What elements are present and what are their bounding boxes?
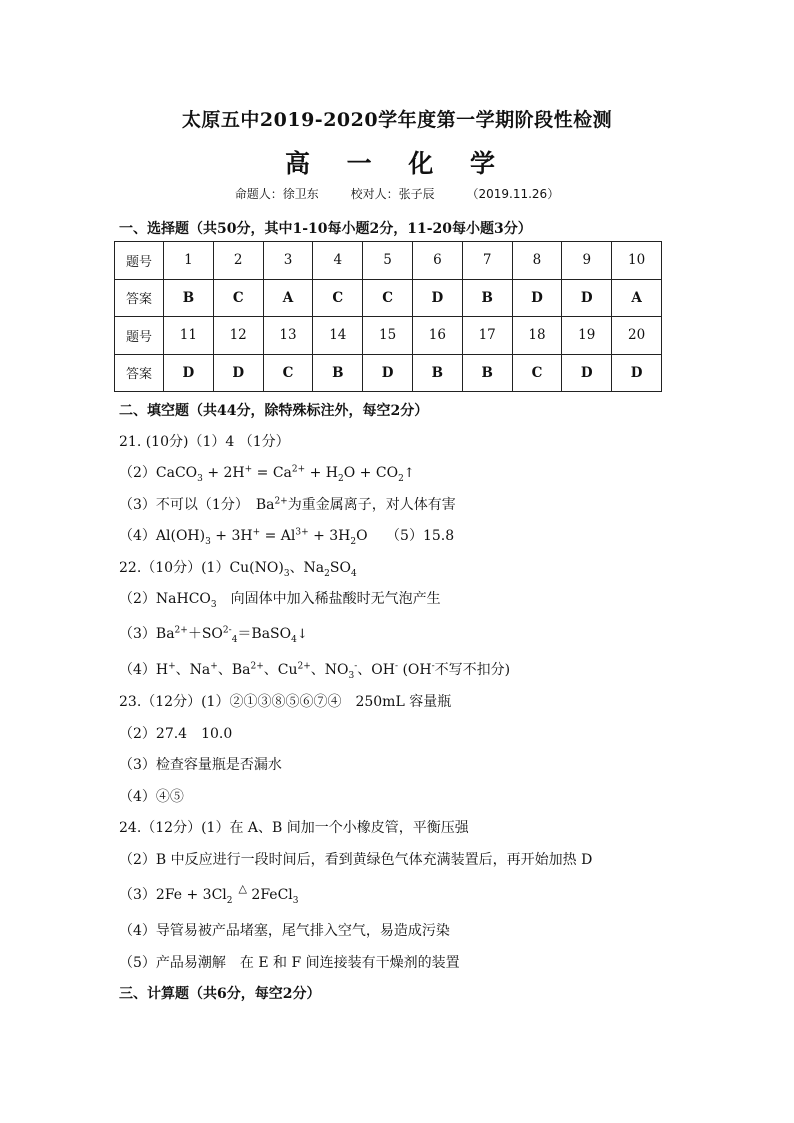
superscript: 2- bbox=[222, 625, 232, 636]
table-cell: D bbox=[612, 354, 662, 392]
superscript: + bbox=[252, 527, 261, 538]
q23-line-1: 23.（12分）(1）②①③⑧⑤⑥⑦④ 250mL 容量瓶 bbox=[119, 694, 452, 710]
equation-text: = Al bbox=[260, 528, 296, 544]
answer-text: （3）不可以（1分） Ba bbox=[119, 497, 275, 513]
table-cell: 5 bbox=[363, 242, 413, 280]
section-calc-heading: 三、计算题（共6分，每空2分） bbox=[119, 986, 321, 1002]
answer-table bbox=[114, 241, 662, 392]
answer-text: 向固体中加入稀盐酸时无气泡产生 bbox=[216, 591, 441, 607]
subscript: 2 bbox=[398, 473, 404, 484]
answer-text: 、OH bbox=[357, 662, 395, 678]
equation-text: + H bbox=[305, 465, 339, 481]
section-choice-heading: 一、选择题（共50分，其中1-10每小题2分，11-20每小题3分） bbox=[119, 221, 532, 237]
answer-text: （4）H bbox=[119, 662, 169, 678]
equation-text: + 3H bbox=[308, 528, 351, 544]
subscript: 3 bbox=[210, 599, 217, 610]
q24-line-5: （5）产品易潮解 在 E 和 F 间连接装有干燥剂的装置 bbox=[119, 955, 460, 971]
equation-text: O + CO bbox=[343, 465, 399, 481]
table-cell: C bbox=[263, 354, 313, 392]
superscript: 2+ bbox=[250, 661, 264, 672]
table-cell: B bbox=[462, 279, 512, 317]
answer-header: 答案 bbox=[115, 279, 164, 317]
subscript: 2 bbox=[324, 568, 330, 579]
author-label: 命题人：徐卫东 bbox=[234, 187, 319, 201]
precipitate-arrow-icon: ↓ bbox=[296, 627, 308, 642]
q22-line-3 bbox=[119, 623, 308, 645]
subscript: 2 bbox=[350, 536, 357, 547]
reviewer-label: 校对人：张子辰 bbox=[350, 187, 435, 201]
question-number-header: 题号 bbox=[115, 317, 164, 355]
equation-text: 2FeCl bbox=[246, 887, 293, 903]
table-cell: 16 bbox=[412, 317, 462, 355]
q24-line-4: （4）导管易被产品堵塞，尾气排入空气，易造成污染 bbox=[119, 923, 450, 939]
answer-text: 、NO bbox=[310, 662, 349, 678]
table-cell: B bbox=[462, 354, 512, 392]
section-fill-heading: 二、填空题（共44分，除特殊标注外，每空2分） bbox=[119, 403, 429, 419]
subscript: 4 bbox=[291, 634, 297, 645]
equation-text: ＝BaSO bbox=[237, 626, 292, 642]
q21-line-1: 21. (10分)（1）4 （1分） bbox=[119, 434, 290, 450]
table-cell: A bbox=[263, 279, 313, 317]
table-cell: D bbox=[363, 354, 413, 392]
q24-line-2: （2）B 中反应进行一段时间后，看到黄绿色气体充满装置后，再开始加热 D bbox=[119, 852, 593, 868]
table-cell: A bbox=[612, 279, 662, 317]
table-cell: 14 bbox=[313, 317, 363, 355]
table-cell: B bbox=[412, 354, 462, 392]
table-cell: D bbox=[164, 354, 214, 392]
superscript: - bbox=[354, 661, 358, 672]
equation-text: （2）CaCO bbox=[119, 465, 198, 481]
q23-line-2: （2）27.4 10.0 bbox=[119, 726, 233, 742]
subscript: 3 bbox=[283, 568, 290, 579]
subscript: 3 bbox=[205, 536, 211, 547]
table-cell: 17 bbox=[462, 317, 512, 355]
table-cell: C bbox=[313, 279, 363, 317]
table-cell: D bbox=[562, 279, 612, 317]
subscript: 2 bbox=[226, 895, 233, 906]
table-cell: 3 bbox=[263, 242, 313, 280]
answer-text: SO bbox=[329, 560, 351, 576]
subscript: 3 bbox=[292, 895, 299, 906]
superscript: - bbox=[394, 661, 399, 672]
q21-line-4 bbox=[119, 525, 454, 547]
question-number-header: 题号 bbox=[115, 242, 164, 280]
superscript: 2+ bbox=[174, 625, 188, 636]
table-cell: 1 bbox=[164, 242, 214, 280]
table-cell: C bbox=[363, 279, 413, 317]
superscript: 2+ bbox=[291, 464, 306, 475]
table-cell: D bbox=[213, 354, 263, 392]
q22-line-4 bbox=[119, 659, 510, 681]
superscript: 2+ bbox=[274, 496, 288, 507]
table-cell: 20 bbox=[612, 317, 662, 355]
heat-symbol-icon: △ bbox=[238, 882, 247, 895]
table-cell: 12 bbox=[213, 317, 263, 355]
equation-text: （4）Al(OH) bbox=[119, 528, 206, 544]
subscript: 4 bbox=[350, 568, 357, 579]
table-cell: 4 bbox=[313, 242, 363, 280]
gas-arrow-icon: ↑ bbox=[403, 466, 415, 481]
table-row bbox=[115, 242, 662, 280]
answer-text: 、Na bbox=[175, 662, 211, 678]
table-cell: B bbox=[313, 354, 363, 392]
equation-text: + 3H bbox=[210, 528, 253, 544]
subscript: 2 bbox=[338, 473, 344, 484]
table-cell: C bbox=[213, 279, 263, 317]
superscript: 2+ bbox=[297, 661, 311, 672]
table-cell: 11 bbox=[164, 317, 214, 355]
table-cell: 2 bbox=[213, 242, 263, 280]
answer-text: 为重金属离子，对人体有害 bbox=[287, 497, 456, 513]
answer-text: 不写不扣分) bbox=[434, 662, 511, 678]
answer-text: 、Ba bbox=[217, 662, 251, 678]
q23-line-3: （3）检查容量瓶是否漏水 bbox=[119, 757, 282, 773]
table-cell: 9 bbox=[562, 242, 612, 280]
q21-line-3 bbox=[119, 494, 456, 514]
equation-text: （3）2Fe + 3Cl bbox=[119, 887, 227, 903]
answer-text: (OH bbox=[398, 662, 432, 678]
superscript: - bbox=[431, 661, 435, 672]
q21-line-2 bbox=[119, 462, 415, 484]
table-cell: 13 bbox=[263, 317, 313, 355]
equation-text: ＋SO bbox=[187, 626, 223, 642]
equation-text: O （5）15.8 bbox=[356, 528, 455, 544]
superscript: + bbox=[210, 661, 218, 672]
q22-line-1 bbox=[119, 557, 357, 579]
exam-meta bbox=[0, 185, 794, 202]
superscript: + bbox=[244, 464, 253, 475]
table-cell: 18 bbox=[512, 317, 562, 355]
table-row bbox=[115, 317, 662, 355]
table-cell: D bbox=[562, 354, 612, 392]
table-cell: B bbox=[164, 279, 214, 317]
answer-header: 答案 bbox=[115, 354, 164, 392]
table-row bbox=[115, 279, 662, 317]
q23-line-4: （4）④⑤ bbox=[119, 789, 184, 805]
equation-text: + 2H bbox=[202, 465, 245, 481]
table-cell: 19 bbox=[562, 317, 612, 355]
answer-text: 、Cu bbox=[263, 662, 298, 678]
equation-text: （3）Ba bbox=[119, 626, 175, 642]
superscript: + bbox=[168, 661, 176, 672]
q22-line-2 bbox=[119, 588, 441, 610]
table-cell: 7 bbox=[462, 242, 512, 280]
subject-title: 高 一 化 学 bbox=[284, 149, 510, 178]
table-cell: D bbox=[512, 279, 562, 317]
table-row bbox=[115, 354, 662, 392]
exam-title: 太原五中2019-2020学年度第一学期阶段性检测 bbox=[181, 109, 613, 131]
equation-text: = Ca bbox=[252, 465, 292, 481]
answer-text: （2）NaHCO bbox=[119, 591, 211, 607]
subscript: 4 bbox=[231, 634, 238, 645]
table-cell: 15 bbox=[363, 317, 413, 355]
subscript: 3 bbox=[348, 670, 355, 681]
table-cell: 6 bbox=[412, 242, 462, 280]
table-cell: C bbox=[512, 354, 562, 392]
answer-text: 、Na bbox=[289, 560, 325, 576]
q24-line-3 bbox=[119, 884, 299, 906]
table-cell: 10 bbox=[612, 242, 662, 280]
table-cell: 8 bbox=[512, 242, 562, 280]
answer-text: 22.（10分）(1）Cu(NO) bbox=[119, 560, 284, 576]
exam-date: （2019.11.26） bbox=[466, 187, 560, 201]
subscript: 3 bbox=[197, 473, 203, 484]
superscript: 3+ bbox=[295, 527, 309, 538]
table-cell: D bbox=[412, 279, 462, 317]
q24-line-1: 24.（12分）(1）在 A、B 间加一个小橡皮管，平衡压强 bbox=[119, 820, 469, 836]
